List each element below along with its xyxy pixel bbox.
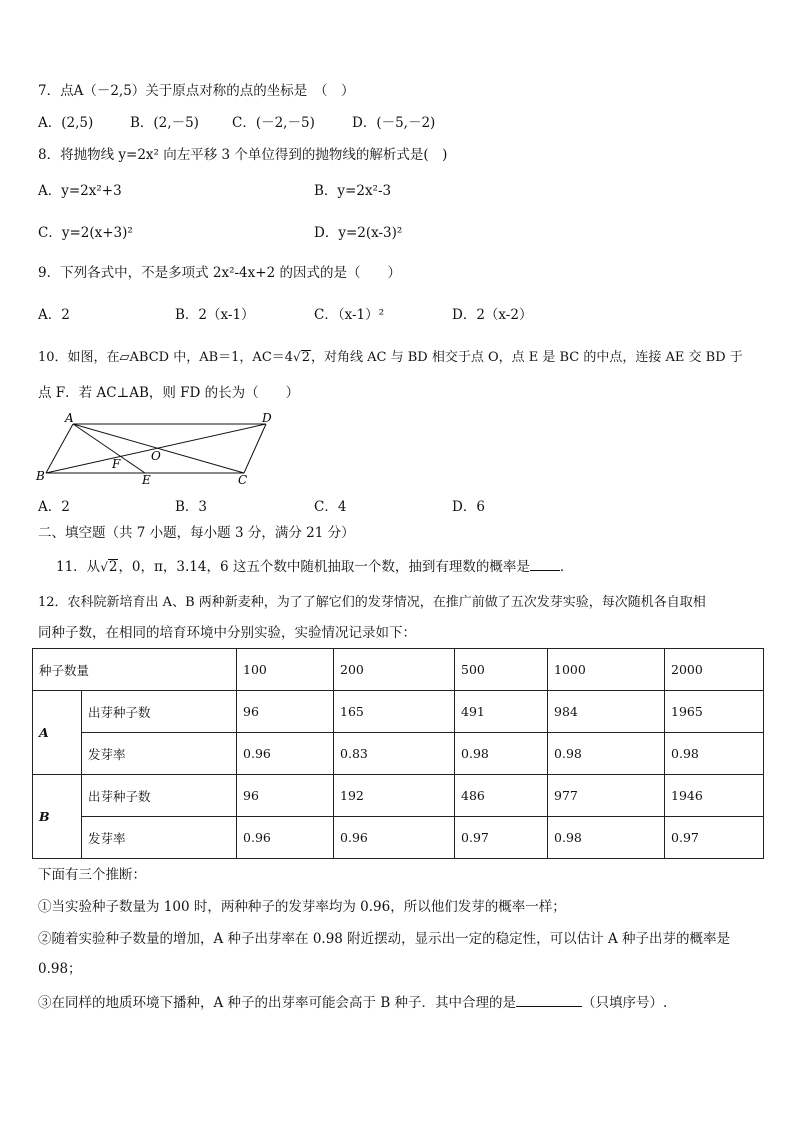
row-label: 出芽种子数 xyxy=(82,775,237,817)
q10-stem-line2: 点 F．若 AC⊥AB，则 FD 的长为（ ） xyxy=(38,385,300,401)
q12-line1: 12．农科院新培育出 A、B 两种新麦种，为了了解它们的发芽情况，在推广前做了五次发芽实验，每次随机各自取相 xyxy=(38,595,706,610)
table-cell: 0.96 xyxy=(334,817,455,859)
q10-option-a: A．2 xyxy=(38,499,70,515)
table-cell: 96 xyxy=(237,691,334,733)
inference-3-part2: （只填序号）. xyxy=(582,995,668,1011)
q8-option-b: B．y=2x²-3 xyxy=(314,183,392,199)
label-c: C xyxy=(238,473,248,487)
table-cell: 0.96 xyxy=(237,733,334,775)
q11-prefix: 11．从 xyxy=(56,559,101,575)
table-row xyxy=(33,733,764,775)
q10-stem-part1: 10．如图，在▱ABCD 中，AB＝1，AC＝4 xyxy=(38,350,294,365)
q10-option-c: C．4 xyxy=(314,499,347,515)
q9-option-d: D．2（x-2） xyxy=(452,307,533,323)
q10-sqrt-value: 2 xyxy=(301,350,310,365)
q11-answer-blank xyxy=(530,556,560,571)
table-cell: 0.98 xyxy=(548,817,665,859)
q9-stem: 9．下列各式中，不是多项式 2x²-4x+2 的因式的是（ ） xyxy=(38,265,401,281)
table-cell: 486 xyxy=(455,775,548,817)
q7-option-d: D．(－5,－2) xyxy=(352,115,436,131)
table-cell: 0.98 xyxy=(665,733,764,775)
table-cell: 977 xyxy=(548,775,665,817)
parallelogram-figure xyxy=(34,410,284,490)
header-count: 200 xyxy=(334,649,455,691)
table-cell: 0.97 xyxy=(455,817,548,859)
inference-3-part1: ③在同样的地质环境下播种，A 种子的出芽率可能会高于 B 种子．其中合理的是 xyxy=(38,995,517,1011)
q10-stem-part2: ，对角线 AC 与 BD 相交于点 O，点 E 是 BC 的中点，连接 AE 交 BD 于 xyxy=(310,350,743,365)
table-cell: 984 xyxy=(548,691,665,733)
section-title: 二、填空题（共 7 小题，每小题 3 分，满分 21 分） xyxy=(38,525,355,541)
q10-stem-line1: 10．如图，在▱ABCD 中，AB＝1，AC＝4√2，对角线 AC 与 BD 相交于点 O，点 E 是 BC 的中点，连接 AE 交 BD 于 xyxy=(38,350,743,365)
q8-option-a: A．y=2x²+3 xyxy=(38,183,122,199)
q12-answer-blank xyxy=(516,992,582,1007)
q9-option-a: A．2 xyxy=(38,307,70,323)
header-count: 1000 xyxy=(548,649,665,691)
inference-3 xyxy=(38,992,667,1012)
q11-sqrt-value: 2 xyxy=(108,559,118,575)
inference-intro: 下面有三个推断： xyxy=(38,867,146,883)
inference-2-line1: ②随着实验种子数量的增加，A 种子出芽率在 0.98 附近摆动，显示出一定的稳定性，可以估计 A 种子出芽的概率是 xyxy=(38,931,731,947)
q11-stem: 11．从√2，0，π，3.14，6 这五个数中随机抽取一个数，抽到有理数的概率是 ． xyxy=(56,556,573,576)
q12-line2: 同种子数，在相同的培育环境中分别实验，实验情况记录如下： xyxy=(38,625,416,641)
table-cell: 0.97 xyxy=(665,817,764,859)
q7-stem: 7．点A（－2,5）关于原点对称的点的坐标是 （ ） xyxy=(38,83,355,99)
table-cell: 192 xyxy=(334,775,455,817)
q9-option-c: C．（x-1）² xyxy=(314,307,385,323)
table-header-row xyxy=(33,649,764,691)
label-b: B xyxy=(36,469,45,483)
table-cell: 0.98 xyxy=(455,733,548,775)
table-row xyxy=(33,691,764,733)
table-row xyxy=(33,817,764,859)
edge-ab xyxy=(46,424,73,473)
q8-option-d: D．y=2(x-3)² xyxy=(314,225,403,241)
q8-option-c: C．y=2(x+3)² xyxy=(38,225,133,241)
segment-ae xyxy=(73,424,145,473)
header-label: 种子数量 xyxy=(33,649,237,691)
label-o: O xyxy=(151,449,161,463)
q7-option-a: A．(2,5) xyxy=(38,115,94,131)
germination-table xyxy=(32,648,764,859)
label-f: F xyxy=(112,457,121,471)
group-label-a: A xyxy=(33,691,82,775)
table-cell: 0.83 xyxy=(334,733,455,775)
table-row xyxy=(33,775,764,817)
table-cell: 1946 xyxy=(665,775,764,817)
q11-rest: ，0，π，3.14，6 这五个数中随机抽取一个数，抽到有理数的概率是 xyxy=(118,559,530,575)
edge-dc xyxy=(244,424,266,473)
inference-2-line2: 0.98； xyxy=(38,961,82,977)
header-count: 500 xyxy=(455,649,548,691)
table-cell: 0.98 xyxy=(548,733,665,775)
table-cell: 491 xyxy=(455,691,548,733)
row-label: 发芽率 xyxy=(82,817,237,859)
table-cell: 1965 xyxy=(665,691,764,733)
table-cell: 0.96 xyxy=(237,817,334,859)
header-count: 100 xyxy=(237,649,334,691)
q11-end: ． xyxy=(559,559,574,575)
q7-option-c: C．(－2,－5) xyxy=(232,115,315,131)
inference-1: ①当实验种子数量为 100 时，两种种子的发芽率均为 0.96，所以他们发芽的概率一样； xyxy=(38,899,566,915)
group-label-b: B xyxy=(33,775,82,859)
q10-option-d: D．6 xyxy=(452,499,485,515)
q9-option-b: B．2（x-1） xyxy=(175,307,255,323)
table-cell: 96 xyxy=(237,775,334,817)
label-d: D xyxy=(262,411,272,425)
q8-stem: 8．将抛物线 y=2x² 向左平移 3 个单位得到的抛物线的解析式是( ) xyxy=(38,147,448,163)
label-a: A xyxy=(65,411,74,425)
row-label: 发芽率 xyxy=(82,733,237,775)
label-e: E xyxy=(142,473,151,487)
q10-option-b: B．3 xyxy=(175,499,208,515)
q7-option-b: B．(2,－5) xyxy=(130,115,199,131)
table-cell: 165 xyxy=(334,691,455,733)
row-label: 出芽种子数 xyxy=(82,691,237,733)
header-count: 2000 xyxy=(665,649,764,691)
